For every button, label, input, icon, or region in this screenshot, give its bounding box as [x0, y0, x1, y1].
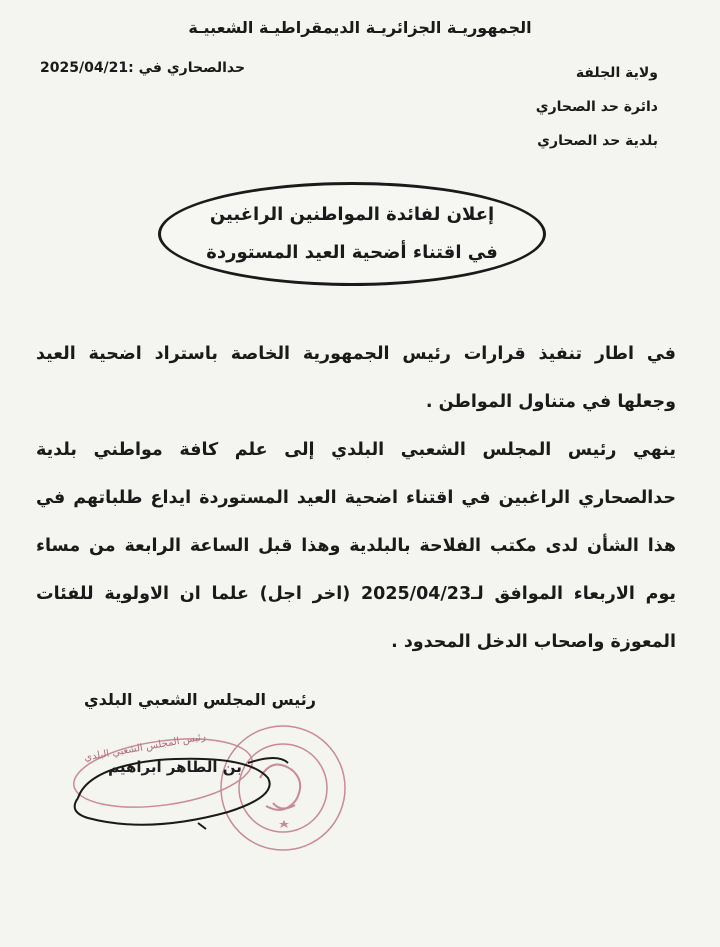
admin-line-wilaya: ولاية الجلفة	[575, 65, 658, 81]
seal-label: رئيس المجلس الشعبي البلدي	[83, 731, 207, 764]
admin-line-daira: دائرة حد الصحاري	[535, 99, 658, 115]
announcement-body	[36, 330, 676, 666]
announcement-title-line-2: في اقتناء أضحية العيد المستوردة	[206, 242, 498, 263]
announcement-title-box	[158, 182, 546, 286]
body-paragraph-2: ينهي رئيس المجلس الشعبي البلدي إلى علم كافة مواطني بلدية حدالصحاري الراغبين في اقتناء اضحية العيد المستوردة ايداع طلباتهم في هذا الشأن لدى مكتب الفلاحة بالبلدية وهذا قبل الساعة الرابعة من مساء يوم الاربعاء الموافق لـ2025/04/23 (اخر اجل) علما ان الاولوية للفئات المعوزة واصحاب الدخل المحدود .	[36, 440, 676, 652]
signer-name: بن الطاهر ابراهيم	[108, 758, 242, 776]
republic-header: الجمهوريـة الجزائريـة الديمقراطيـة الشعبيـة	[188, 18, 532, 37]
announcement-title-line-1: إعلان لفائدة المواطنين الراغبين	[209, 204, 495, 225]
admin-block	[536, 56, 658, 158]
signature-title: رئيس المجلس الشعبي البلدي	[84, 690, 316, 709]
official-stamp-icon	[48, 708, 348, 858]
date-line: حدالصحاري في :2025/04/21	[40, 60, 246, 76]
admin-line-baladiya: بلدية حد الصحاري	[537, 133, 658, 149]
body-paragraph-1: في اطار تنفيذ قرارات رئيس الجمهورية الخاصة باستراد اضحية العيد وجعلها في متناول المواطن .	[36, 344, 676, 412]
